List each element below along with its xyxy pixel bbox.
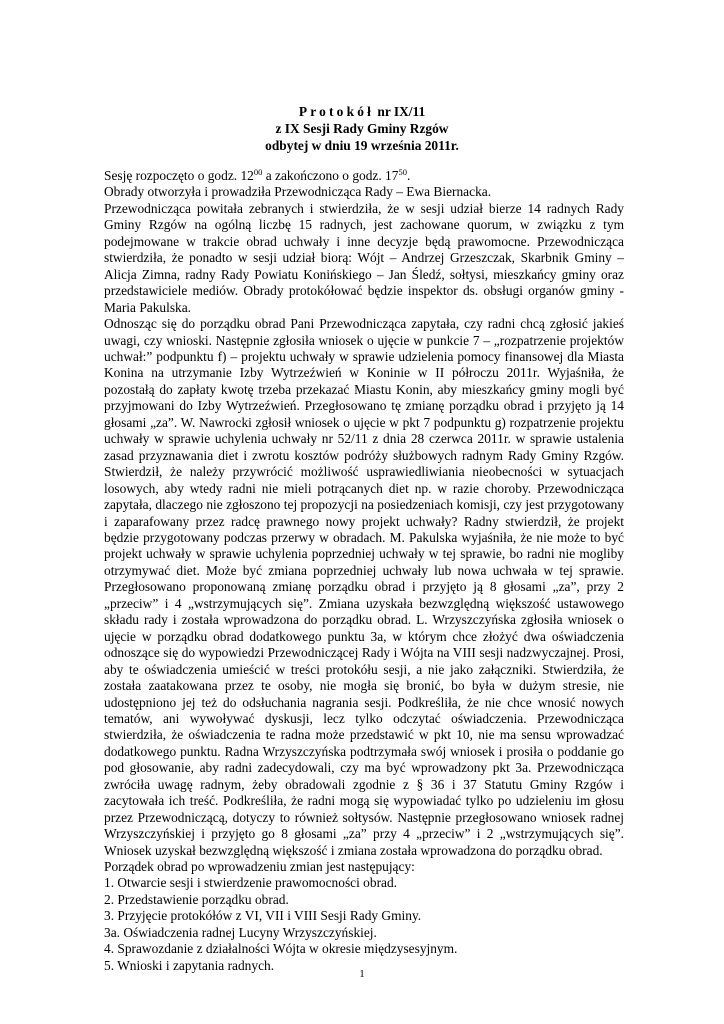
document-body bbox=[104, 168, 624, 974]
document-header bbox=[0, 103, 724, 154]
paragraph-agenda-intro: Porządek obrad po wprowadzeniu zmian jest następujący: bbox=[104, 859, 415, 875]
agenda-list bbox=[104, 875, 624, 974]
agenda-item: 3a. Oświadczenia radnej Lucyny Wrzyszczyńskiej. bbox=[104, 924, 377, 940]
agenda-item: 5. Wnioski i zapytania radnych. bbox=[104, 957, 275, 973]
session-date: odbytej w dniu 19 września 2011r. bbox=[265, 138, 459, 153]
paragraph-attendance: Przewodnicząca powitała zebranych i stwierdziła, że w sesji udział bierze 14 radnych Rady Gminy Rzgów na ogólną liczbę 15 radnych, jest zachowane quorum, w związku z tym podejmowane w trakcie obrad uchwały i inne decyzje będą prawomocne. Przewodnicząca stwierdziła, że ponadto w sesji udział biorą: Wójt – Andrzej Grzeszczak, Skarbnik Gminy – Alicja Zimna, radny Rady Powiatu Konińskiego – Jan Śledź, sołtysi, mieszkańcy gminy oraz przedstawiciele mediów. Obrady protokółować będzie inspektor ds. obsługi organów gminy - Maria Pakulska. bbox=[104, 200, 624, 315]
protocol-title-line bbox=[0, 103, 724, 120]
page-number: 1 bbox=[359, 968, 365, 980]
agenda-item: 2. Przedstawienie porządku obrad. bbox=[104, 891, 289, 907]
agenda-item: 4. Sprawozdanie z działalności Wójta w okresie międzysesyjnym. bbox=[104, 941, 458, 957]
protocol-word: Protokół bbox=[298, 104, 375, 119]
session-title: z IX Sesji Rady Gminy Rzgów bbox=[275, 121, 449, 136]
agenda-item: 3. Przyjęcie protokółów z VI, VII i VIII Sesji Rady Gminy. bbox=[104, 908, 422, 924]
agenda-item: 1. Otwarcie sesji i stwierdzenie prawomocności obrad. bbox=[104, 875, 398, 891]
paragraph-opening: Obrady otworzyła i prowadziła Przewodnicząca Rady – Ewa Biernacka. bbox=[104, 184, 492, 200]
protocol-number: nr IX/11 bbox=[377, 104, 426, 119]
session-time-line: Sesję rozpoczęto o godz. $12^{00}$ a zakończono o godz. $17^{50}$. bbox=[104, 167, 411, 183]
paragraph-agenda-changes: Odnosząc się do porządku obrad Pani Przewodnicząca zapytała, czy radni chcą zgłosić jakieś uwagi, czy wnioski. Następnie zgłosiła wniosek o ujęcie w punkcie 7 – „rozpatrzenie projektów uchwał:” podpunktu f) – projektu uchwały w sprawie udzielenia pomocy finansowej dla Miasta Konina na utrzymanie Izby Wytrzeźwień w Koninie w II półroczu 2011r. Wyjaśniła, że pozostałą do zapłaty kwotę trzeba przekazać Miastu Konin, aby mieszkańcy gminy mogli być przyjmowani do Izby Wytrzeźwień. Przegłosowano tę zmianę porządku obrad i przyjęto ją 14 głosami „za”. W. Nawrocki zgłosił wniosek o ujęcie w pkt 7 podpunktu g) rozpatrzenie projektu uchwały w sprawie uchylenia uchwały nr 52/11 z dnia 28 czerwca 2011r. w sprawie ustalenia zasad przyznawania diet i zwrotu kosztów podróży służbowych radnym Rady Gminy Rzgów. Stwierdził, że należy przywrócić możliwość usprawiedliwiania nieobecności w sytuacjach losowych, aby wtedy radni nie mieli potrącanych diet np. w razie choroby. Przewodnicząca zapytała, dlaczego nie zgłoszono tej propozycji na posiedzeniach komisji, czy jest przygotowany i zaparafowany przez radcę prawnego nowy projekt uchwały? Radny stwierdził, że projekt będzie przygotowany podczas przerwy w obradach. M. Pakulska wyjaśniła, że nie może to być projekt uchwały w sprawie uchylenia poprzedniej uchwały w tej sprawie, bo radni nie mogliby otrzymywać diet. Może być zmiana poprzedniej uchwały lub nowa uchwała w tej sprawie. Przegłosowano proponowaną zmianę porządku obrad i przyjęto ją 8 głosami „za”, przy 2 „przeciw” i 4 „wstrzymujących się”. Zmiana uzyskała bezwzględną większość ustawowego składu rady i została wprowadzona do porządku obrad. L. Wrzyszczyńska zgłosiła wniosek o ujęcie w porządku obrad dodatkowego punktu 3a, w którym chce złożyć dwa oświadczenia odnoszące się do wypowiedzi Przewodniczącej Rady i Wójta na VIII sesji nadzwyczajnej. Prosi, aby te oświadczenia umieścić w treści protokółu sesji, a nie jako załączniki. Stwierdziła, że została zaatakowana przez te osoby, nie mogła się bronić, bo była w dużym stresie, nie udostępniono jej też do odsłuchania nagrania sesji. Podkreśliła, że nie chce wnosić nowych tematów, ani wywoływać dyskusji, lecz tylko odczytać oświadczenia. Przewodnicząca stwierdziła, że oświadczenia te radna może przedstawić w pkt 10, nie ma sensu wprowadzać dodatkowego punktu. Radna Wrzyszczyńska podtrzymała swój wniosek i prosiła o poddanie go pod głosowanie, aby radni zadecydowali, czy ma być wprowadzony pkt 3a. Przewodnicząca zwróciła uwagę radnym, żeby obradowali zgodnie z § 36 i 37 Statutu Gminy Rzgów i zacytowała ich treść. Podkreśliła, że radni mogą się wypowiadać tylko po udzieleniu im głosu przez Przewodniczącą, dotyczy to również sołtysów. Następnie przegłosowano wniosek radnej Wrzyszczyńskiej i przyjęto go 8 głosami „za” przy 4 „przeciw” i 2 „wstrzymujących się”. Wniosek uzyskał bezwzględną większość i zmiana została wprowadzona do porządku obrad. bbox=[104, 316, 624, 858]
